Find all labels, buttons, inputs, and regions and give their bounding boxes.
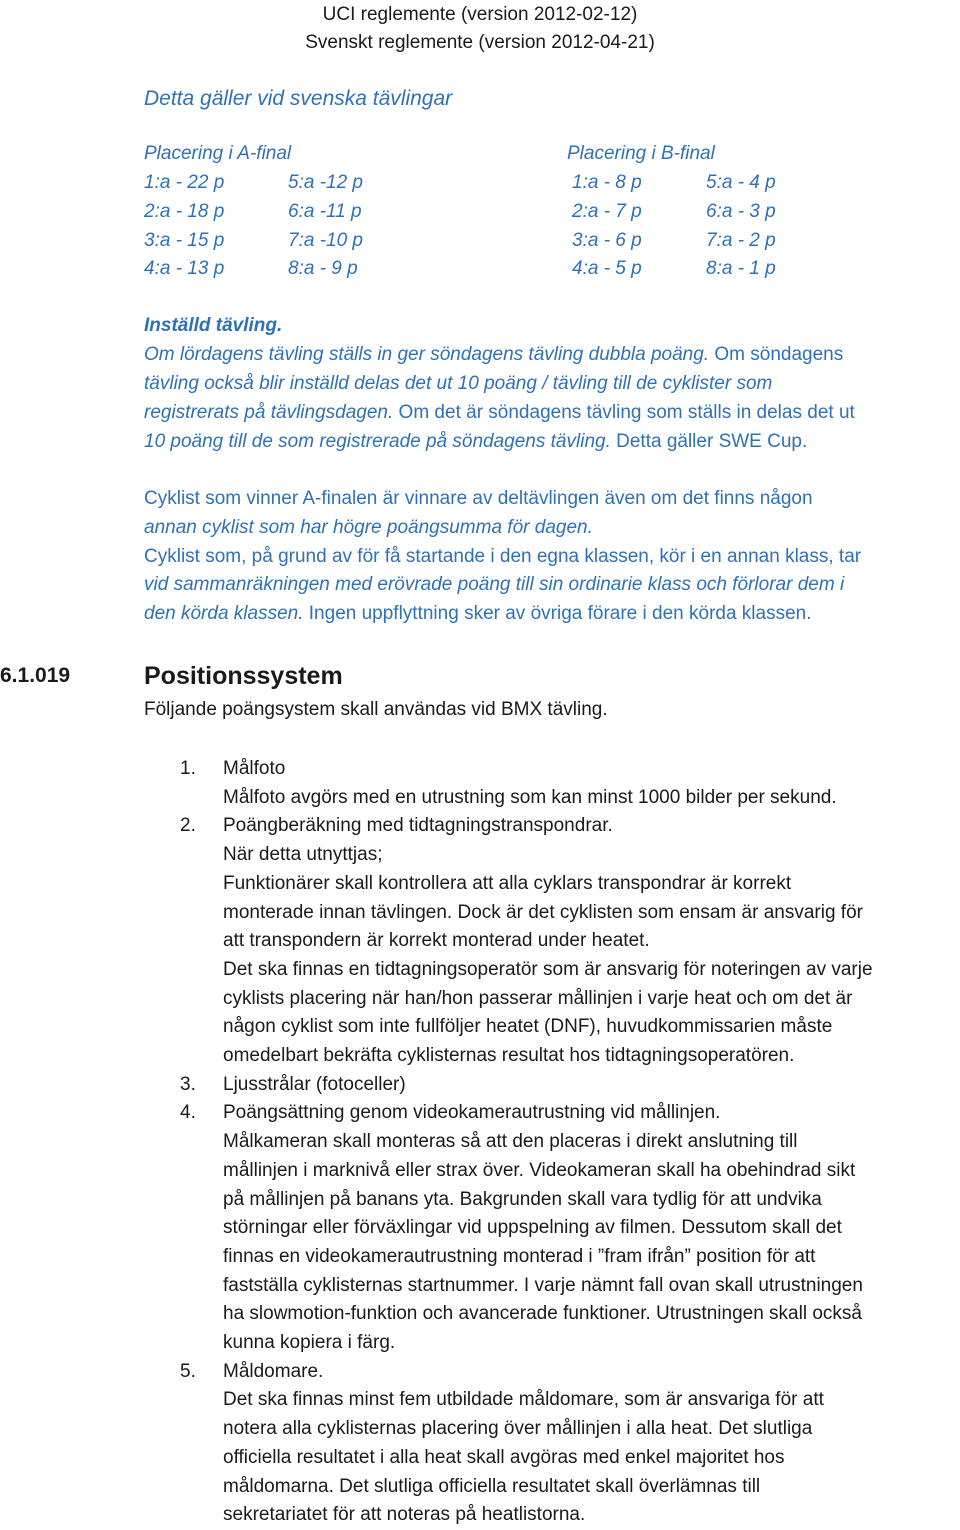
- list-item-line: cyklists placering när han/hon passerar mållinjen i varje heat och om det är: [223, 987, 853, 1009]
- b-final-place: 2:a - 7 p: [572, 201, 642, 222]
- section-intro: Följande poängsystem skall användas vid BMX tävling.: [144, 699, 608, 720]
- cancelled-line-upright: Detta gäller SWE Cup.: [616, 431, 808, 452]
- cancelled-line: Om lördagens tävling ställs in ger söndagens tävling dubbla poäng.: [144, 344, 710, 365]
- list-item: [180, 1071, 960, 1100]
- winner-line-upright: Ingen uppflyttning sker av övriga förare i den körda klassen.: [308, 603, 812, 624]
- cancelled-line: registrerats på tävlingsdagen.: [144, 402, 394, 423]
- a-final-place: 1:a - 22 p: [144, 172, 225, 193]
- list-item-line: på mållinjen på banans yta. Bakgrunden skall vara tydlig för att undvika: [223, 1188, 822, 1210]
- list-item-line: måldomarna. Det slutliga officiella resultatet skall överlämnas till: [223, 1475, 761, 1497]
- list-item-number: 3.: [180, 1073, 196, 1095]
- list-item: [180, 1099, 960, 1357]
- list-item-line: Målfoto: [223, 758, 286, 779]
- list-item-number: 2.: [180, 815, 196, 837]
- list-item-line: Poängberäkning med tidtagningstranspondrar.: [223, 815, 613, 837]
- winner-line: den körda klassen.: [144, 603, 304, 624]
- list-item-line: någon cyklist som inte fullföljer heatet (DNF), huvudkommissarien måste: [223, 1016, 833, 1038]
- a-final-place: 4:a - 13 p: [144, 258, 225, 279]
- b-final-place: 8:a - 1 p: [706, 258, 776, 279]
- list-item: [180, 812, 960, 1070]
- list-item-line: notera alla cyklisternas placering över mållinjen i alla heat. Det slutliga: [223, 1418, 813, 1440]
- list-item: [180, 755, 960, 812]
- list-item-line: Målfoto avgörs med en utrustning som kan minst 1000 bilder per sekund.: [223, 786, 837, 808]
- doc-header-uci: UCI reglemente (version 2012-02-12): [322, 4, 638, 25]
- winner-line: Cyklist som, på grund av för få startande i den egna klassen, kör i en annan klass, tar: [144, 546, 862, 567]
- winner-line: Cyklist som vinner A-finalen är vinnare av deltävlingen även om det finns någon: [144, 488, 813, 509]
- list-item: [180, 1358, 960, 1530]
- a-final-place: 7:a -10 p: [288, 230, 363, 251]
- list-item-number: 5.: [180, 1360, 196, 1382]
- list-item-line: Poängsättning genom videokamerautrustning vid mållinjen.: [223, 1102, 721, 1124]
- winner-text: [144, 603, 812, 625]
- b-final-place: 5:a - 4 p: [706, 172, 776, 193]
- winner-line: vid sammanräkningen med erövrade poäng till sin ordinarie klass och förlorar dem i: [144, 574, 845, 595]
- cancelled-line-upright: Om det är söndagens tävling som ställs in delas det ut: [398, 402, 855, 423]
- list-item-line: finnas en videokamerautrustning monterad i ”fram ifrån” position för att: [223, 1245, 816, 1267]
- section-number: 6.1.019: [0, 664, 71, 687]
- b-final-title: Placering i B-final: [567, 143, 715, 164]
- a-final-place: 6:a -11 p: [288, 201, 362, 222]
- section-title: Positionssystem: [144, 662, 343, 690]
- cancelled-text: [144, 431, 807, 453]
- b-final-place: 4:a - 5 p: [572, 258, 642, 279]
- swedish-competitions-note: Detta gäller vid svenska tävlingar: [144, 87, 453, 110]
- b-final-place: 1:a - 8 p: [572, 172, 642, 193]
- list-item-line: Funktionärer skall kontrollera att alla cyklars transpondrar är korrekt: [223, 872, 792, 894]
- a-final-place: 3:a - 15 p: [144, 230, 225, 251]
- cancelled-heading: Inställd tävling.: [144, 315, 283, 336]
- list-item-line: fastställa cyklisternas startnummer. I varje nämnt fall ovan skall utrustningen: [223, 1274, 863, 1296]
- list-item-line: Det ska finnas minst fem utbildade måldomare, som är ansvariga för att: [223, 1389, 824, 1411]
- list-item-number: 1.: [180, 758, 196, 779]
- list-item-number: 4.: [180, 1102, 196, 1124]
- list-item-line: kunna kopiera i färg.: [223, 1332, 396, 1354]
- list-item-line: Målkameran skall monteras så att den placeras i direkt anslutning till: [223, 1131, 798, 1153]
- a-final-place: 2:a - 18 p: [144, 201, 225, 222]
- list-item-line: monterade innan tävlingen. Dock är det cyklisten som ensam är ansvarig för: [223, 901, 863, 923]
- list-item-line: att transpondern är korrekt monterad under heatet.: [223, 930, 650, 952]
- a-final-title: Placering i A-final: [144, 143, 292, 164]
- winner-line: annan cyklist som har högre poängsumma för dagen.: [144, 517, 593, 538]
- list-item-line: officiella resultatet i alla heat skall avgöras med enkel majoritet hos: [223, 1446, 785, 1468]
- list-item-line: Det ska finnas en tidtagningsoperatör som är ansvarig för noteringen av varje: [223, 958, 873, 980]
- list-item-line: mållinjen i marknivå eller strax över. Videokameran skall ha obehindrad sikt: [223, 1159, 856, 1181]
- b-final-place: 6:a - 3 p: [706, 201, 776, 222]
- cancelled-line: 10 poäng till de som registrerade på söndagens tävling.: [144, 431, 611, 452]
- list-item-line: ha slowmotion-funktion och avancerade funktioner. Utrustningen skall också: [223, 1303, 862, 1325]
- list-item-line: Ljusstrålar (fotoceller): [223, 1073, 406, 1095]
- list-item-line: störningar eller förväxlingar vid uppspelning av filmen. Dessutom skall det: [223, 1217, 842, 1239]
- a-final-place: 8:a - 9 p: [288, 258, 358, 279]
- cancelled-line-upright: Om söndagens: [714, 344, 844, 365]
- positioning-methods-list: [180, 755, 960, 1530]
- b-final-place: 7:a - 2 p: [706, 230, 776, 251]
- b-final-place: 3:a - 6 p: [572, 230, 642, 251]
- list-item-line: Måldomare.: [223, 1360, 324, 1382]
- cancelled-text: [144, 402, 855, 424]
- list-item-line: sekretariatet för att noteras på heatlistorna.: [223, 1504, 586, 1526]
- list-item-line: omedelbart bekräfta cyklisternas resultat hos tidtagningsoperatören.: [223, 1045, 795, 1067]
- a-final-place: 5:a -12 p: [288, 172, 363, 193]
- list-item-line: När detta utnyttjas;: [223, 844, 383, 866]
- cancelled-line: tävling också blir inställd delas det ut 10 poäng / tävling till de cyklister som: [144, 373, 773, 394]
- doc-header-swedish: Svenskt reglemente (version 2012-04-21): [305, 32, 655, 53]
- cancelled-text: [144, 344, 843, 366]
